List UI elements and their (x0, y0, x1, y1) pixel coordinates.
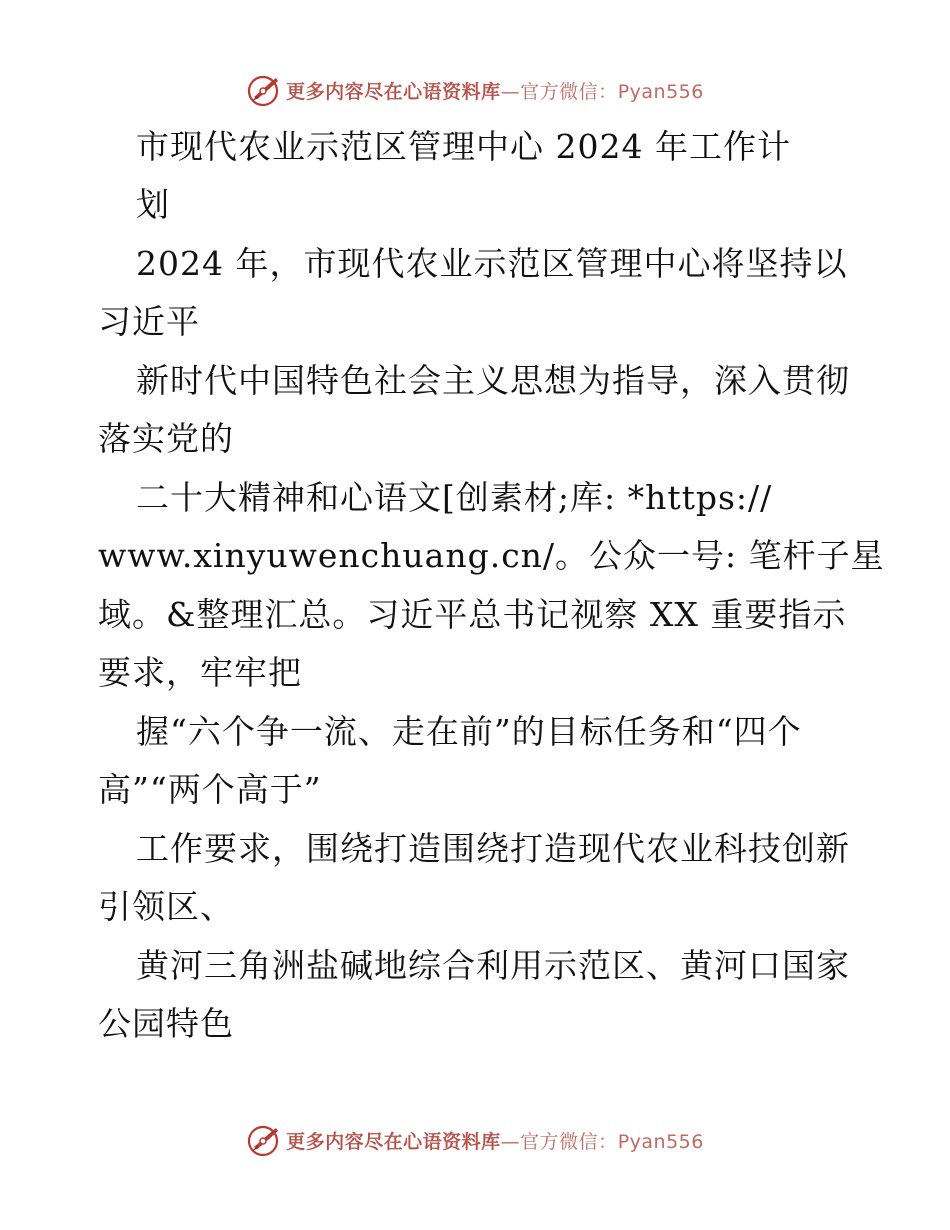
banner-site-text: 更多内容尽在心语资料库 (286, 1130, 501, 1153)
doc-body-line: 工作要求，围绕打造围绕打造现代农业科技创新 (136, 829, 850, 868)
banner-contact-id: Pyan556 (617, 1130, 704, 1153)
doc-body-line: 2024 年，市现代农业示范区管理中心将坚持以 (136, 244, 848, 283)
doc-title-line-1: 市现代农业示范区管理中心 2024 年工作计 (136, 127, 791, 166)
doc-body-line: 要求，牢牢把 (98, 653, 302, 692)
doc-body-line: 高”“两个高于” (98, 770, 322, 809)
doc-body-line: 握“六个争一流、走在前”的目标任务和“四个 (136, 712, 802, 751)
pen-nib-logo-icon (246, 1122, 282, 1158)
doc-body-line: 落实党的 (98, 419, 234, 458)
doc-title-line-2: 划 (136, 185, 170, 224)
doc-body-line: 习近平 (98, 302, 200, 341)
doc-body-line: 二十大精神和心语文[创素材;库: *https:// (136, 478, 773, 517)
doc-body-line: 新时代中国特色社会主义思想为指导，深入贯彻 (136, 361, 850, 400)
banner-contact-text: 官方微信： (520, 80, 618, 103)
doc-body-line: 黄河三角洲盐碱地综合利用示范区、黄河口国家 (136, 946, 850, 985)
banner-dash: — (500, 80, 521, 103)
banner-site-text: 更多内容尽在心语资料库 (286, 80, 501, 103)
doc-body-line: 域。&整理汇总。习近平总书记视察 XX 重要指示 (98, 595, 847, 634)
banner-text (286, 1127, 704, 1154)
banner-dash: — (500, 1130, 521, 1153)
doc-body-line: www.xinyuwenchuang.cn/。公众一号: 笔杆子星 (98, 536, 885, 575)
footer-banner (0, 1120, 950, 1160)
doc-body-line: 公园特色 (98, 1004, 234, 1043)
doc-body-line: 引领区、 (98, 887, 234, 926)
banner-contact-text: 官方微信： (520, 1130, 618, 1153)
banner-contact-id: Pyan556 (617, 80, 704, 103)
